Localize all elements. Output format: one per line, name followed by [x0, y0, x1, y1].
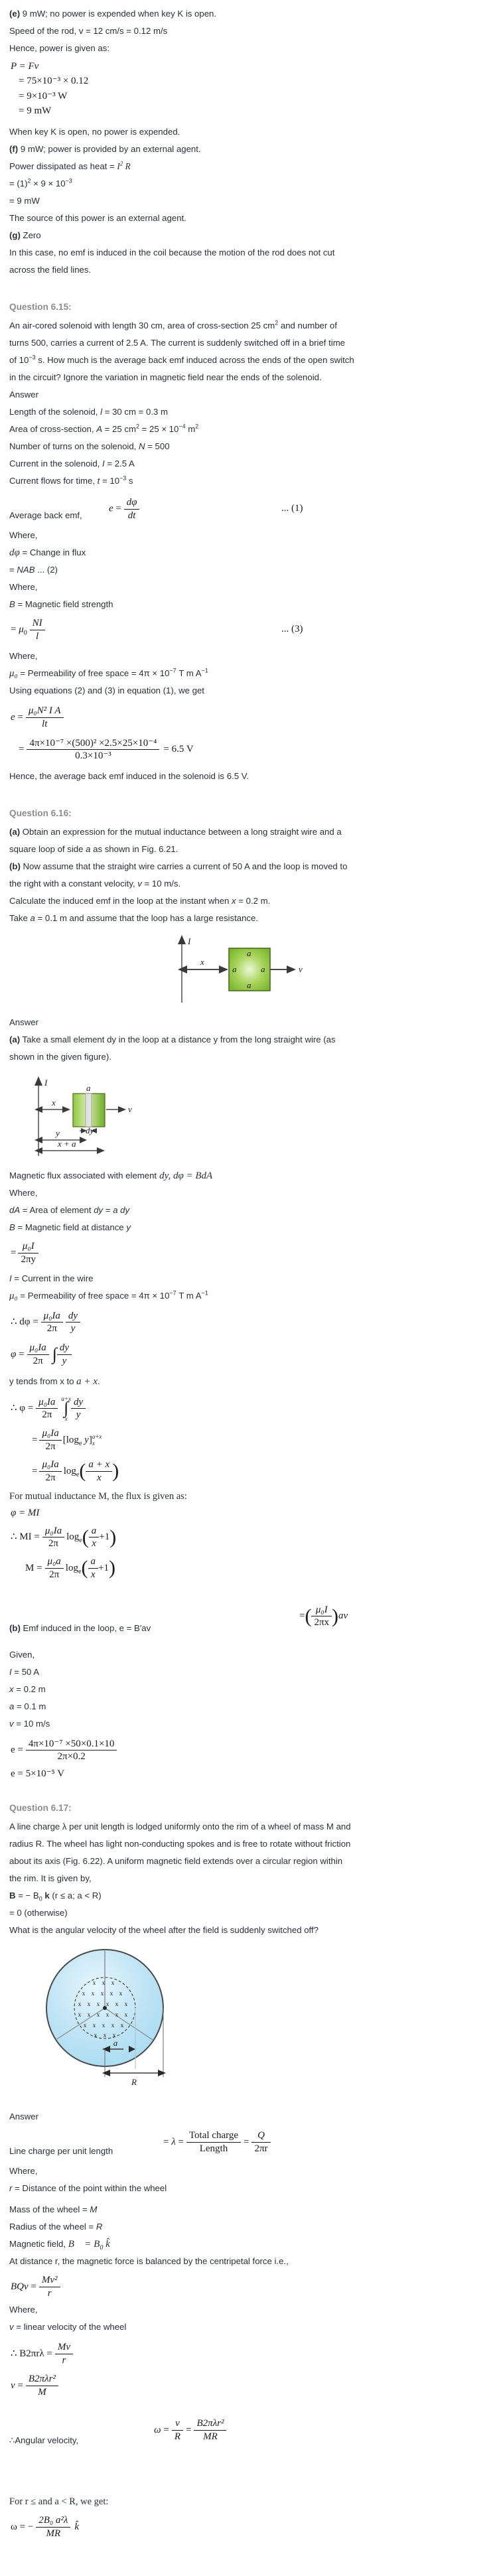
- q615-given-current: Current in the solenoid, I = 2.5 A: [9, 459, 135, 468]
- svg-text:x: x: [119, 1990, 123, 1997]
- equation-e-final-form: e = $\frac{\text{μ₀N² I A}}{lt}$: [11, 705, 490, 731]
- figure-621-current-label: I: [188, 936, 191, 946]
- q616-b-line: B = Magnetic field at distance y: [9, 1222, 131, 1232]
- figure-621-side-top: a: [247, 948, 251, 958]
- equation-phi-integral: φ = $\frac{\text{μ₀Ia}}{2\pi}$ ∫ $\frac{dy}{y}$: [11, 1342, 490, 1368]
- part-e-hence: Hence, power is given as:: [9, 43, 109, 53]
- q616-mutual-line: For mutual inductance M, the flux is given as:: [9, 1491, 187, 1502]
- q615-given-time: Current flows for time, $t = 10^{-3}$ s: [9, 474, 133, 486]
- figure-621-side-right: a: [261, 964, 265, 974]
- eq-p-calc1-value: 75×10⁻³ × 0.12: [27, 76, 89, 87]
- part-f-heat: Power dissipated as heat = $I^2$ R: [9, 160, 131, 171]
- q615-conclusion: Hence, the average back emf induced in the solenoid is 6.5 V.: [9, 771, 249, 781]
- q616-ans-a-line2: shown in the given figure).: [9, 1052, 111, 1062]
- equation-number-1: ... (1): [281, 503, 303, 514]
- figure-dy-element: [21, 1071, 490, 1165]
- part-g-line1: (g) Zero: [9, 230, 41, 240]
- q617-magfield-line: Magnetic field, B⃗ = $B_0$ k̂: [9, 2239, 110, 2252]
- frac-mu0i-2pix: $\frac{\text{μ₀I}}{2\pi x}$: [311, 1604, 332, 1630]
- q617-radius-line: Radius of the wheel = R: [9, 2222, 103, 2232]
- q617-atdist-line: At distance r, the magnetic force is balanced by the centripetal force i.e.,: [9, 2256, 289, 2267]
- q615-mu-line: μ₀ = Permeability of free space = $4\pi \times 10^{-7}$ T m $A^{-1}$: [9, 667, 208, 679]
- figure-621-wire-and-loop: [167, 934, 490, 1010]
- equation-emf-dphi-dt: e = $\frac{d\varphi}{dt}$: [109, 496, 139, 522]
- q616-i-line: I = Current in the wire: [9, 1273, 94, 1283]
- q616-where1: Where,: [9, 1188, 38, 1198]
- magnetic-field-vector: B⃗ = $B_0$ k̂: [68, 2239, 110, 2252]
- frac-mu0a-2pi: $\frac{\text{μ₀a}}{2\pi}$: [45, 1555, 64, 1581]
- frac-mu0ia-2pi-d: $\frac{\text{μ₀Ia}}{2\pi}$: [39, 1427, 61, 1453]
- q616-given-a: a = 0.1 m: [9, 1701, 46, 1711]
- q615-dphi-line: dφ = Change in flux: [9, 547, 86, 558]
- q616-c-line1: Calculate the induced emf in the loop at the instant when x = 0.2 m.: [9, 896, 271, 906]
- equation-p-calc2: = 9×10⁻³ W: [19, 90, 68, 102]
- question-616-heading: Question 6.16:: [9, 808, 72, 818]
- part-g-label: (g): [9, 230, 21, 240]
- equation-mi-log: ∴ MI = $\frac{\text{μ₀Ia}}{2\pi}$ $\log_e$ ( $\frac{a}{x}$ +1 ): [11, 1525, 117, 1549]
- part-e-line1: (e) 9 mW; no power is expended when key K is open.: [9, 9, 217, 19]
- figure-621-x-label: x: [200, 957, 204, 967]
- svg-text:x: x: [92, 1979, 96, 1987]
- q617-field-zero: = 0 (otherwise): [9, 1908, 68, 1918]
- q615-text-line3: of $10^{-3}$ s. How much is the average back emf induced across the ends of the open switch: [9, 354, 354, 365]
- svg-text:x: x: [91, 1990, 95, 1997]
- svg-text:x: x: [96, 2001, 100, 2008]
- q617-where1: Where,: [9, 2166, 38, 2177]
- integral-lower-limit: x: [64, 1415, 68, 1423]
- figure-dy-dy-label: dy: [86, 1125, 94, 1135]
- q617-mass-line: Mass of the wheel = M: [9, 2204, 98, 2215]
- frac-mv-r: $\frac{Mv}{r}$: [55, 2341, 73, 2367]
- q616-da-line: dA = Area of element dy = a dy: [9, 1205, 130, 1215]
- q616-b-line1: (b) Now assume that the straight wire carries a current of 50 A and the loop is moved to: [9, 861, 348, 871]
- q615-using-line: Using equations (2) and (3) in equation (1), we get: [9, 685, 204, 695]
- symbol-mu0: μ₀: [9, 668, 18, 679]
- q617-text5: What is the angular velocity of the wheel after the field is suddenly switched off?: [9, 1925, 319, 1936]
- equation-b-mu-i-2piy: = $\frac{\text{μ₀I}}{2\pi y}$: [11, 1240, 490, 1266]
- svg-text:x: x: [96, 2011, 100, 2019]
- equation-e-numeric: = $\frac{\text{4π×10⁻⁷ ×(500)² ×2.5×25×10⁻⁴}}{\text{0.3×10⁻³}}$ = 6.5 V: [19, 737, 194, 762]
- q615-where3: Where,: [9, 651, 38, 661]
- log-upper-limit: a+x: [92, 1433, 102, 1440]
- q615-where2: Where,: [9, 582, 38, 592]
- equation-phi-mi: φ = MI: [11, 1508, 40, 1519]
- svg-text:x: x: [115, 2011, 119, 2019]
- integral-symbol-b: ∫: [64, 1397, 69, 1417]
- part-f-source: The source of this power is an external agent.: [9, 213, 186, 223]
- q617-field-equation: B = − $B_0$ k (r ≤ a; a < R): [9, 1891, 102, 1903]
- svg-text:x: x: [111, 1979, 115, 1987]
- frac-total-charge-length: $\frac{\text{Total charge}}{\text{Length}}$: [186, 2129, 241, 2155]
- question-617-heading: Question 6.17:: [9, 1803, 72, 1814]
- equation-bqv-balance: BQv = $\frac{\text{Mv²}}{r}$: [11, 2274, 490, 2300]
- svg-text:x: x: [78, 2011, 82, 2019]
- equation-e-numeric-616: e = $\frac{\text{4π×10⁻⁷ ×50×0.1×10}}{2\pi\times 0.2}$: [11, 1738, 490, 1764]
- part-e-label: (e): [9, 9, 21, 19]
- svg-text:x: x: [87, 2001, 91, 2008]
- frac-a-plus-x-over-x: $\frac{a + x}{x}$: [86, 1459, 112, 1484]
- frac-dy-y-b: $\frac{dy}{y}$: [57, 1342, 72, 1368]
- frac-e-numeric-616: $\frac{\text{4π×10⁻⁷ ×50×0.1×10}}{2\pi\times 0.2}$: [26, 1738, 117, 1764]
- flux-element-math: dy, dφ = BdA: [159, 1171, 213, 1181]
- equation-log-result: = $\frac{\text{μ₀Ia}}{2\pi}$ $\log_e$ ( $\frac{a + x}{x}$ ): [32, 1459, 119, 1483]
- equation-phi-definite-integral: ∴ φ = $\frac{\text{μ₀Ia}}{2\pi}$ a+x ∫ x $\frac{dy}{y}$: [11, 1395, 490, 1423]
- equation-v-solution: v = $\frac{\text{B2πλr²}}{M}$: [11, 2373, 490, 2399]
- figure-dy-xa-label: x + a: [58, 1139, 76, 1149]
- q615-emf-equation-block: [9, 490, 490, 527]
- q616-b-line2: the right with a constant velocity, v = 10 m/s.: [9, 879, 181, 889]
- equation-lambda-definition: = λ = $\frac{\text{Total charge}}{\text{Length}}$ = $\frac{Q}{2\pi r}$: [163, 2129, 271, 2155]
- question-615-heading: Question 6.15:: [9, 302, 72, 312]
- q615-text-line2: turns 500, carries a current of 2.5 A. The current is suddenly switched off in a brief time: [9, 338, 346, 348]
- part-g-expl1: In this case, no emf is induced in the coil because the motion of the rod does not cut: [9, 248, 335, 257]
- part-f-calc1: = $(1)^2 \times 9 \times 10^{-3}$: [9, 177, 72, 188]
- q616-flux-line: Magnetic flux associated with element dy, dφ = BdA: [9, 1171, 213, 1181]
- frac-a-over-x-b: $\frac{a}{x}$: [88, 1555, 99, 1581]
- q616-ans-a-line1: (a) Take a small element dy in the loop at a distance y from the long straight wire (as: [9, 1035, 336, 1044]
- frac-v-R: $\frac{v}{R}$: [172, 2417, 183, 2443]
- equation-angular-velocity: ω = $\frac{v}{R}$ = $\frac{\text{B2πλr²}}{MR}$: [154, 2417, 226, 2443]
- q617-r-line: r = Distance of the point within the wheel: [9, 2183, 167, 2194]
- part-f-label: (f): [9, 144, 19, 154]
- equation-e-result-616: e = 5×10⁻⁵ V: [11, 1768, 65, 1780]
- svg-text:x: x: [112, 2032, 116, 2039]
- q617-angular-block: [9, 2411, 490, 2453]
- k-hat-symbol: k̂: [74, 2521, 80, 2532]
- q615-b-equation-block: [9, 613, 490, 648]
- figure-dy-velocity-label: v: [128, 1104, 132, 1114]
- q615-emf-label: Average back emf,: [9, 510, 82, 520]
- q615-given-turns: Number of turns on the solenoid, N = 500: [9, 441, 170, 451]
- q616-b-emf-label: (b) Emf induced in the loop, e = B′av: [9, 1622, 151, 1633]
- equation-m-final: M = $\frac{\text{μ₀a}}{2\pi}$ $\log_e$ ( $\frac{a}{x}$ +1 ): [25, 1556, 115, 1580]
- svg-text:x: x: [124, 2011, 128, 2019]
- svg-text:x: x: [124, 2001, 128, 2008]
- svg-text:x: x: [83, 2022, 87, 2029]
- svg-text:x: x: [102, 1979, 106, 1987]
- svg-text:x: x: [92, 2022, 96, 2029]
- q617-answer-label: Answer: [9, 2111, 38, 2122]
- equation-p-calc1: = 75×10⁻³ × 0.12: [19, 76, 89, 87]
- svg-text:x: x: [103, 2032, 107, 2039]
- frac-dy-y: $\frac{dy}{y}$: [66, 1310, 80, 1336]
- frac-mv2-r: $\frac{\text{Mv²}}{r}$: [39, 2274, 60, 2300]
- frac-b2pilambdar2-m: $\frac{\text{B2πλr²}}{M}$: [26, 2373, 58, 2399]
- frac-ni-l: $\frac{NI}{l}$: [30, 617, 45, 643]
- equation-number-3: ... (3): [281, 624, 303, 634]
- frac-mu0ia-2pi-f: $\frac{\text{μ₀Ia}}{2\pi}$: [42, 1525, 64, 1551]
- integral-symbol: ∫: [52, 1344, 57, 1364]
- svg-text:x: x: [94, 2032, 98, 2039]
- svg-text:x: x: [111, 2022, 115, 2029]
- q616-ytends-line: y tends from x to a + x.: [9, 1376, 100, 1387]
- part-e-keyopen: When key K is open, no power is expended.: [9, 127, 180, 137]
- q615-text-line4: in the circuit? Ignore the variation in magnetic field near the ends of the solenoid.: [9, 372, 322, 382]
- q617-text3: about its axis (Fig. 6.22). A uniform magnetic field extends over a circular region within: [9, 1856, 343, 1867]
- svg-text:x: x: [120, 2022, 124, 2029]
- frac-b2pilambdar2-mr: $\frac{\text{B2πλr²}}{MR}$: [194, 2417, 226, 2443]
- figure-622-wheel: [32, 1943, 490, 2106]
- calc-result-65v: = 6.5 V: [163, 744, 194, 755]
- integral-upper-limit: a+x: [61, 1395, 71, 1402]
- frac-dy-y-c: $\frac{dy}{y}$: [71, 1396, 86, 1422]
- svg-text:x: x: [82, 1990, 86, 1997]
- q616-answer-label: Answer: [9, 1017, 38, 1027]
- q616-given-v: v = 10 m/s: [9, 1718, 50, 1729]
- symbol-mu0-b: μ₀: [9, 1290, 18, 1301]
- q617-text4: the rim. It is given by,: [9, 1873, 92, 1884]
- part-f-calc2: = 9 mW: [9, 196, 40, 206]
- q615-where1: Where,: [9, 530, 38, 540]
- figure-dy-current-label: I: [44, 1078, 48, 1088]
- equation-p-fv: P = Fv: [11, 61, 39, 72]
- figure-621-side-bottom: a: [247, 980, 251, 990]
- frac-mu0i-2piy: $\frac{\text{μ₀I}}{2\pi y}$: [18, 1240, 38, 1266]
- q615-answer-label: Answer: [9, 390, 38, 399]
- q616-a-line2: square loop of side a as shown in Fig. 6.21.: [9, 844, 178, 854]
- eq-p-calc3-value: 9 mW: [27, 105, 52, 116]
- part-e-speed: Speed of the rod, v = 12 cm/s = 0.12 m/s: [9, 26, 168, 36]
- figure-dy-x-label: x: [52, 1098, 56, 1108]
- q615-nab-line: = NAB ... (2): [9, 565, 58, 575]
- frac-mu0ia-2pi-c: $\frac{\text{μ₀Ia}}{2\pi}$: [36, 1396, 58, 1422]
- figure-dy-top-label: a: [86, 1083, 91, 1093]
- ytends-math: a + x: [76, 1376, 98, 1387]
- frac-mu0ia-2pi-b: $\frac{\text{μ₀Ia}}{2\pi}$: [27, 1342, 49, 1368]
- q617-text2: radius R. The wheel has light non-conducting spokes and is free to rotate without friction: [9, 1839, 351, 1849]
- frac-numeric-calc: $\frac{\text{4π×10⁻⁷ ×(500)² ×2.5×25×10⁻⁴}}{\text{0.3×10⁻³}}$: [27, 737, 159, 763]
- part-g-expl2: across the field lines.: [9, 265, 92, 275]
- equation-b2pirlambda: ∴ B2πrλ = $\frac{Mv}{r}$: [11, 2341, 490, 2367]
- eq-p-calc2-value: 9×10⁻³ W: [27, 90, 68, 102]
- part-f-line1: (f) 9 mW; power is provided by an external agent.: [9, 144, 201, 154]
- q617-lambda-block: [9, 2125, 490, 2163]
- svg-text:x: x: [106, 2011, 109, 2019]
- i-squared-r: $I^2$ R: [117, 160, 131, 171]
- svg-text:x: x: [102, 2022, 106, 2029]
- frac-mu0ia-2pi: $\frac{\text{μ₀Ia}}{2\pi}$: [41, 1310, 63, 1336]
- equation-log-bracket: = $\frac{\text{μ₀Ia}}{2\pi}$ [$\log_e$ y] a+x x: [32, 1428, 102, 1453]
- svg-text:x: x: [100, 1990, 104, 1997]
- q617-v-line: v = linear velocity of the wheel: [9, 2321, 127, 2332]
- frac-dphi-dt: $\frac{d\varphi}{dt}$: [124, 496, 140, 522]
- svg-text:x: x: [109, 1990, 113, 1997]
- q617-lcp-label: Line charge per unit length: [9, 2146, 113, 2157]
- figure-622-a-label: a: [113, 2038, 118, 2048]
- frac-a-over-x: $\frac{a}{x}$: [89, 1525, 100, 1551]
- figure-dy-y-label: y: [56, 1128, 60, 1138]
- log-lower-limit: x: [92, 1439, 95, 1447]
- q616-given-label: Given,: [9, 1649, 35, 1660]
- q616-given-i: I = 50 A: [9, 1666, 40, 1677]
- q616-a-line1: (a) Obtain an expression for the mutual inductance between a long straight wire and a: [9, 827, 342, 837]
- q616-c-line2: Take a = 0.1 m and assume that the loop has a large resistance.: [9, 913, 258, 923]
- q616-mu-line: μ₀ = Permeability of free space = $4\pi \times 10^{-7}$ T m $A^{-1}$: [9, 1289, 208, 1301]
- figure-622-R-label: R: [131, 2077, 137, 2088]
- equation-b-mu-ni-l: = $\mu_0$ $\frac{NI}{l}$: [11, 617, 45, 643]
- svg-text:x: x: [106, 2001, 109, 2008]
- q615-given-length: Length of the solenoid, l = 30 cm = 0.3 m: [9, 407, 169, 417]
- equation-p-calc3: = 9 mW: [19, 105, 52, 116]
- q617-text1: A line charge λ per unit length is lodged uniformly onto the rim of a wheel of mass M and: [9, 1822, 351, 1832]
- figure-621-velocity-label: v: [299, 964, 303, 974]
- svg-text:x: x: [115, 2001, 119, 2008]
- q615-b-line: B = Magnetic field strength: [9, 599, 113, 609]
- symbol-dphi: dφ: [9, 547, 20, 558]
- frac-mu0ia-2pi-e: $\frac{\text{μ₀Ia}}{2\pi}$: [39, 1459, 61, 1484]
- frac-2b0a2lambda-mr: $\frac{\text{2B₀ a²λ}}{MR}$: [36, 2514, 70, 2540]
- svg-text:x: x: [87, 2011, 91, 2019]
- q617-where2: Where,: [9, 2304, 38, 2315]
- svg-text:x: x: [78, 2001, 82, 2008]
- equation-dphi-expanded: ∴ dφ = $\frac{\text{μ₀Ia}}{2\pi}$ $\frac{dy}{y}$: [11, 1310, 490, 1336]
- q615-text-line1: An air-cored solenoid with length 30 cm, area of cross-section 25 $cm^2$ and number of: [9, 319, 337, 330]
- equation-emf-bav: = ( $\frac{\text{μ₀I}}{2\pi x}$ ) av: [299, 1604, 348, 1628]
- q615-given-area: Area of cross-section, A = 25 $cm^2 = 25 \times 10^{-4}$ $m^2$: [9, 423, 199, 434]
- q617-final-condition: For r ≤ and a < R, we get:: [9, 2496, 109, 2507]
- frac-q-2pir: $\frac{Q}{2\pi r}$: [251, 2129, 270, 2155]
- q616-b-emf-block: [9, 1597, 490, 1646]
- q617-angular-label: ∴Angular velocity,: [9, 2435, 79, 2445]
- equation-omega-final: ω = − $\frac{\text{2B₀ a²λ}}{MR}$ k̂: [11, 2514, 80, 2539]
- frac-mu-n2-ia-lt: $\frac{\text{μ₀N² I A}}{lt}$: [26, 705, 64, 731]
- q616-given-x: x = 0.2 m: [9, 1683, 46, 1694]
- figure-621-side-left: a: [232, 964, 237, 974]
